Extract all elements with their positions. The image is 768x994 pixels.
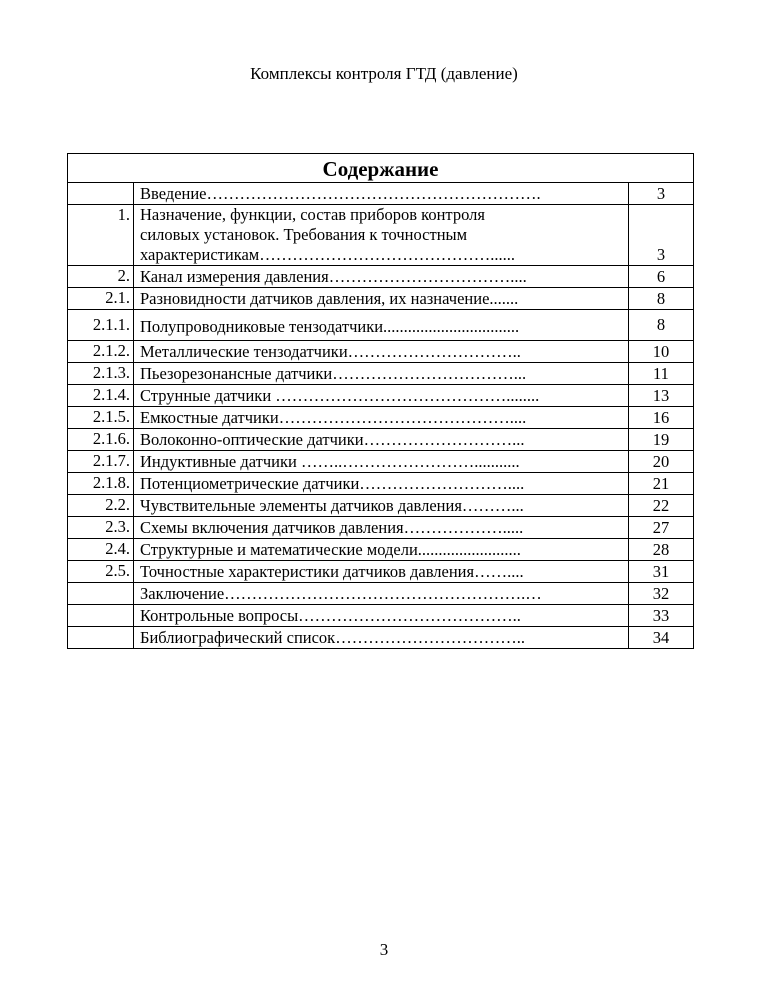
toc-title-line: Библиографический список…………………………….. [140,628,525,647]
toc-title-line: Разновидности датчиков давления, их назначение....... [140,289,519,308]
toc-page-number: 6 [629,266,694,288]
toc-title-line: Полупроводниковые тензодатчики................................. [140,317,520,336]
toc-section-title [134,627,629,649]
toc-page-number: 27 [629,517,694,539]
toc-row [68,183,694,205]
toc-section-title [134,539,629,561]
toc-page-number: 16 [629,407,694,429]
toc-title-line: Точностные характеристики датчиков давления…….... [140,562,524,581]
toc-row [68,627,694,649]
toc-section-title [134,407,629,429]
toc-section-number: 2.3. [68,517,134,539]
toc-title-line: характеристикам……………………………………...... [140,245,515,264]
toc-row [68,473,694,495]
toc-section-number: 2.1.2. [68,341,134,363]
toc-page-number: 3 [629,205,694,266]
toc-section-title [134,517,629,539]
page-number: 3 [379,940,389,959]
toc-section-number [68,583,134,605]
toc-page-number: 32 [629,583,694,605]
toc-heading: Содержание [68,154,694,183]
toc-title-line: Металлические тензодатчики………………………….. [140,342,521,361]
toc-title-line: Канал измерения давления…………………………….... [140,267,527,286]
toc-section-title [134,183,629,205]
toc-title-line: Струнные датчики ……………………………………........ [140,386,540,405]
toc-title-line: Пьезорезонансные датчики……………………………... [140,364,527,383]
toc-section-number [68,627,134,649]
toc-title-line: Схемы включения датчиков давления………………..... [140,518,524,537]
toc-title-line: Индуктивные датчики ……..……………………........... [140,452,520,471]
toc-section-number: 2. [68,266,134,288]
toc-page-number: 33 [629,605,694,627]
toc-row [68,341,694,363]
toc-row [68,561,694,583]
toc-section-title [134,385,629,407]
toc-page-number: 31 [629,561,694,583]
toc-row [68,429,694,451]
toc-section-title [134,205,629,266]
toc-page-number: 19 [629,429,694,451]
toc-section-number [68,605,134,627]
toc-section-number: 2.1.8. [68,473,134,495]
toc-section-number: 2.2. [68,495,134,517]
toc-title-line: Заключение……………………………………………….… [140,584,542,603]
toc-section-title [134,451,629,473]
toc-title-line: Структурные и математические модели......................... [140,540,521,559]
toc-row [68,288,694,310]
toc-title-line: Введение……………………………………………………. [140,184,541,203]
toc-title-line: Потенциометрические датчики……………………….... [140,474,525,493]
toc-section-number: 2.1.6. [68,429,134,451]
toc-section-number: 2.4. [68,539,134,561]
toc-page-number: 34 [629,627,694,649]
toc-row [68,517,694,539]
toc-row [68,583,694,605]
toc-title-line: Емкостные датчики…………………………………….... [140,408,527,427]
toc-section-number: 2.1.1. [68,310,134,341]
toc-section-number: 2.1. [68,288,134,310]
toc-row [68,205,694,266]
toc-title-line: Контрольные вопросы………………………………….. [140,606,521,625]
toc-body [68,183,694,649]
toc-row [68,605,694,627]
toc-row [68,363,694,385]
toc-section-title [134,341,629,363]
toc-row [68,495,694,517]
toc-section-number: 2.1.7. [68,451,134,473]
toc-page-number: 11 [629,363,694,385]
toc-page-number: 3 [629,183,694,205]
running-header: Комплексы контроля ГТД (давление) [250,64,518,83]
toc-title-line: Чувствительные элементы датчиков давления………... [140,496,524,515]
toc-row [68,539,694,561]
toc-row [68,266,694,288]
toc-page-number: 10 [629,341,694,363]
toc-page-number: 8 [629,288,694,310]
toc-section-number: 2.1.3. [68,363,134,385]
toc-section-number: 2.1.5. [68,407,134,429]
toc-section-number: 2.5. [68,561,134,583]
toc-section-number [68,183,134,205]
toc-page-number: 8 [629,310,694,341]
toc-row [68,310,694,341]
toc-page-number: 28 [629,539,694,561]
toc-section-title [134,429,629,451]
toc-page-number: 13 [629,385,694,407]
toc-row [68,407,694,429]
toc-section-title [134,310,629,341]
toc-section-title [134,495,629,517]
toc-section-title [134,363,629,385]
toc-title-line: силовых установок. Требования к точностным [140,225,468,244]
toc-section-title [134,473,629,495]
toc-title-line: Волоконно-оптические датчики………………………... [140,430,525,449]
toc-section-title [134,266,629,288]
toc-row [68,385,694,407]
toc-section-title [134,583,629,605]
toc-page-number: 21 [629,473,694,495]
toc-section-title [134,561,629,583]
toc-section-title [134,288,629,310]
toc-row [68,451,694,473]
toc-page-number: 20 [629,451,694,473]
toc-section-number: 1. [68,205,134,266]
table-of-contents [67,153,694,649]
toc-section-number: 2.1.4. [68,385,134,407]
toc-page-number: 22 [629,495,694,517]
toc-title-line: Назначение, функции, состав приборов контроля [140,205,485,224]
toc-section-title [134,605,629,627]
